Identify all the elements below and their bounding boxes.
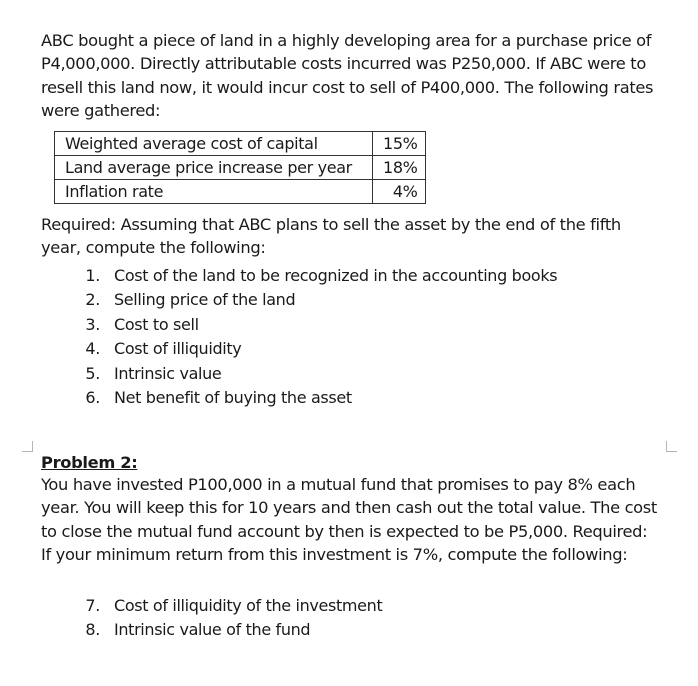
item-text: Net benefit of buying the asset [114, 387, 352, 407]
item-number: 2. [85, 290, 100, 310]
item-text: Selling price of the land [114, 290, 296, 310]
list-item [78, 337, 557, 361]
item-number: 3. [85, 314, 100, 334]
item-text: Cost of the land to be recognized in the accounting books [114, 266, 558, 285]
list-item [78, 362, 557, 386]
list-item [78, 313, 557, 337]
table-row [55, 132, 426, 156]
table-row [55, 156, 426, 180]
problem1-requirements-list [78, 264, 557, 410]
problem2-heading: Problem 2: [41, 453, 138, 472]
problem2-requirements-list [78, 594, 382, 643]
table-row [55, 180, 426, 204]
problem1-required: Required: Assuming that ABC plans to sell the asset by the end of the fifth year, compute the following: [41, 215, 621, 258]
list-item [78, 386, 557, 410]
item-text: Cost to sell [114, 314, 199, 334]
item-text: Cost of illiquidity [114, 339, 242, 359]
item-number: 4. [85, 339, 100, 359]
item-number: 8. [85, 620, 100, 640]
rate-value: 18% [373, 156, 426, 180]
page-corner-mark [666, 441, 677, 452]
list-item [78, 618, 382, 642]
rate-label: Weighted average cost of capital [55, 132, 373, 156]
rate-value: 4% [373, 180, 426, 204]
item-text: Intrinsic value [114, 363, 222, 383]
item-text: Cost of illiquidity of the investment [114, 596, 383, 615]
item-number: 5. [85, 363, 100, 383]
item-number: 7. [85, 596, 100, 615]
rate-value: 15% [373, 132, 426, 156]
list-item [78, 594, 382, 618]
list-item [78, 264, 557, 288]
page-corner-mark [22, 441, 33, 452]
item-number: 6. [85, 387, 100, 407]
list-item [78, 288, 557, 312]
rates-table [54, 131, 426, 204]
problem1-intro: ABC bought a piece of land in a highly developing area for a purchase price of P4,000,000. Directly attributable costs incurred was P250,000. If ABC were to resell this land now, it would incur cost to sell of P400,000. The following rates were gathered: [41, 31, 654, 120]
problem2-body: You have invested P100,000 in a mutual fund that promises to pay 8% each year. You will keep this for 10 years and then cash out the total value. The cost to close the mutual fund account by then is expected to be P5,000. Required: If your minimum return from this investment is 7%, compute the following: [41, 475, 657, 564]
rate-label: Inflation rate [55, 180, 373, 204]
item-number: 1. [85, 266, 100, 285]
rate-label: Land average price increase per year [55, 156, 373, 180]
item-text: Intrinsic value of the fund [114, 620, 311, 640]
